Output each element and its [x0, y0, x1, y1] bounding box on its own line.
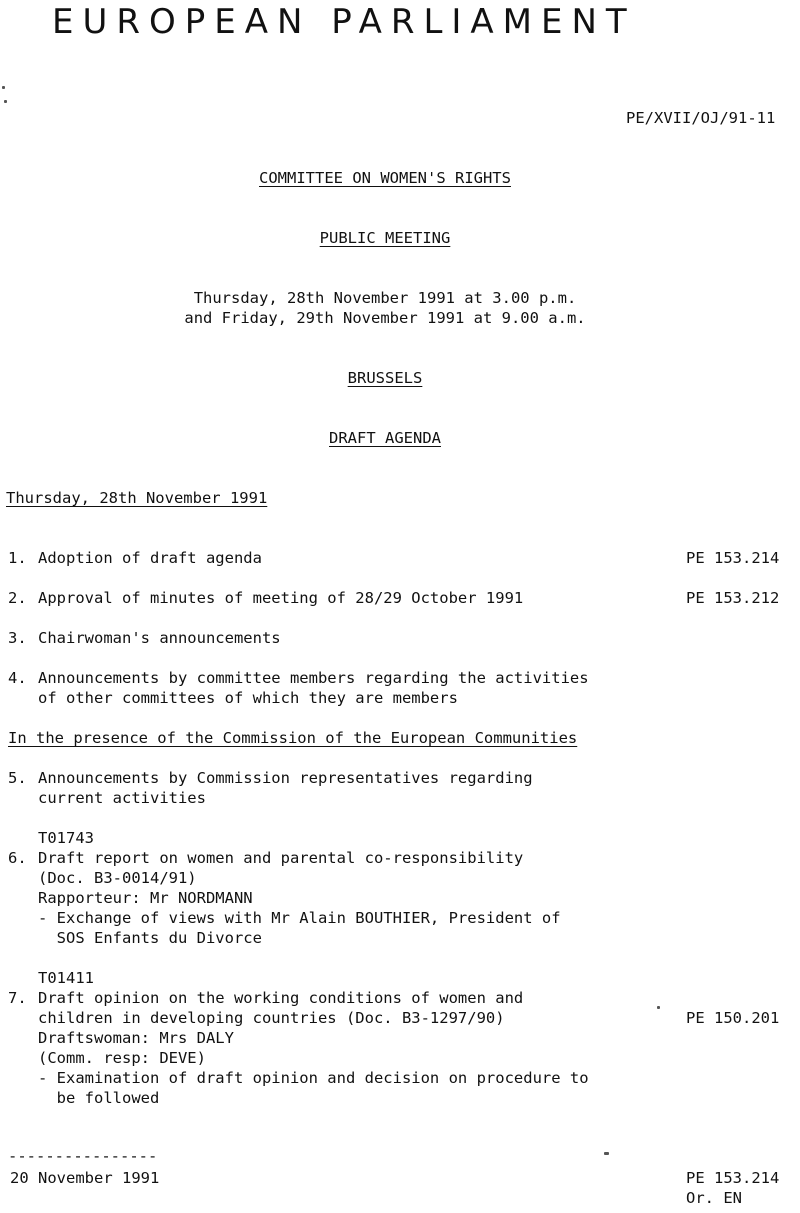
- footer-pe-reference: PE 153.214: [686, 1169, 780, 1187]
- item-subpoint-line-1: - Exchange of views with Mr Alain BOUTHIER, President of: [38, 909, 561, 927]
- item-subpoint-line-1: - Examination of draft opinion and decision on procedure to: [38, 1069, 589, 1087]
- item-pe-reference: PE 153.212: [686, 589, 780, 607]
- scan-speck: [657, 1006, 660, 1009]
- item-file-code: T01411: [38, 969, 94, 987]
- commission-presence-heading: In the presence of the Commission of the European Communities: [8, 729, 578, 747]
- section-heading-thursday: Thursday, 28th November 1991: [6, 489, 268, 507]
- item-number: 5.: [8, 769, 27, 787]
- institution-title: EUROPEAN PARLIAMENT: [52, 2, 636, 42]
- item-text-line-2: (Doc. B3-0014/91): [38, 869, 197, 887]
- item-pe-reference: PE 153.214: [686, 549, 780, 567]
- item-text: Adoption of draft agenda: [38, 549, 262, 567]
- item-text-line-2: current activities: [38, 789, 206, 807]
- item-file-code: T01743: [38, 829, 94, 847]
- meeting-date-1: Thursday, 28th November 1991 at 3.00 p.m.: [193, 289, 577, 307]
- item-text-line-1: Announcements by committee members regarding the activities: [38, 669, 589, 687]
- item-draftswoman: Draftswoman: Mrs DALY: [38, 1029, 234, 1047]
- item-text: Approval of minutes of meeting of 28/29 October 1991: [38, 589, 524, 607]
- meeting-place: BRUSSELS: [347, 369, 423, 387]
- footer-rule: ----------------: [8, 1147, 158, 1165]
- item-number: 4.: [8, 669, 27, 687]
- item-text-line-1: Announcements by Commission representatives regarding: [38, 769, 533, 787]
- item-committee-responsible: (Comm. resp: DEVE): [38, 1049, 206, 1067]
- item-number: 1.: [8, 549, 27, 567]
- item-text-line-2: of other committees of which they are members: [38, 689, 458, 707]
- footer-original-language: Or. EN: [686, 1189, 742, 1207]
- scan-speck: [604, 1152, 609, 1155]
- committee-name: COMMITTEE ON WOMEN'S RIGHTS: [259, 169, 511, 187]
- item-text: Chairwoman's announcements: [38, 629, 281, 647]
- item-subpoint-line-2: SOS Enfants du Divorce: [38, 929, 262, 947]
- item-number: 7.: [8, 989, 27, 1007]
- item-pe-reference: PE 150.201: [686, 1009, 780, 1027]
- item-number: 2.: [8, 589, 27, 607]
- item-text-line-1: Draft opinion on the working conditions of women and: [38, 989, 524, 1007]
- item-number: 6.: [8, 849, 27, 867]
- meeting-type: PUBLIC MEETING: [319, 229, 451, 247]
- footer-date: 20 November 1991: [10, 1169, 160, 1187]
- scan-speck: [4, 100, 7, 103]
- meeting-date-2: and Friday, 29th November 1991 at 9.00 a.m.: [184, 309, 586, 327]
- item-subpoint-line-2: be followed: [38, 1089, 160, 1107]
- item-rapporteur: Rapporteur: Mr NORDMANN: [38, 889, 253, 907]
- item-text-line-2: children in developing countries (Doc. B3-1297/90): [38, 1009, 505, 1027]
- document-title: DRAFT AGENDA: [329, 429, 441, 447]
- scan-speck: [2, 86, 5, 89]
- item-number: 3.: [8, 629, 27, 647]
- document-reference: PE/XVII/OJ/91-11: [626, 109, 776, 127]
- item-text-line-1: Draft report on women and parental co-responsibility: [38, 849, 524, 867]
